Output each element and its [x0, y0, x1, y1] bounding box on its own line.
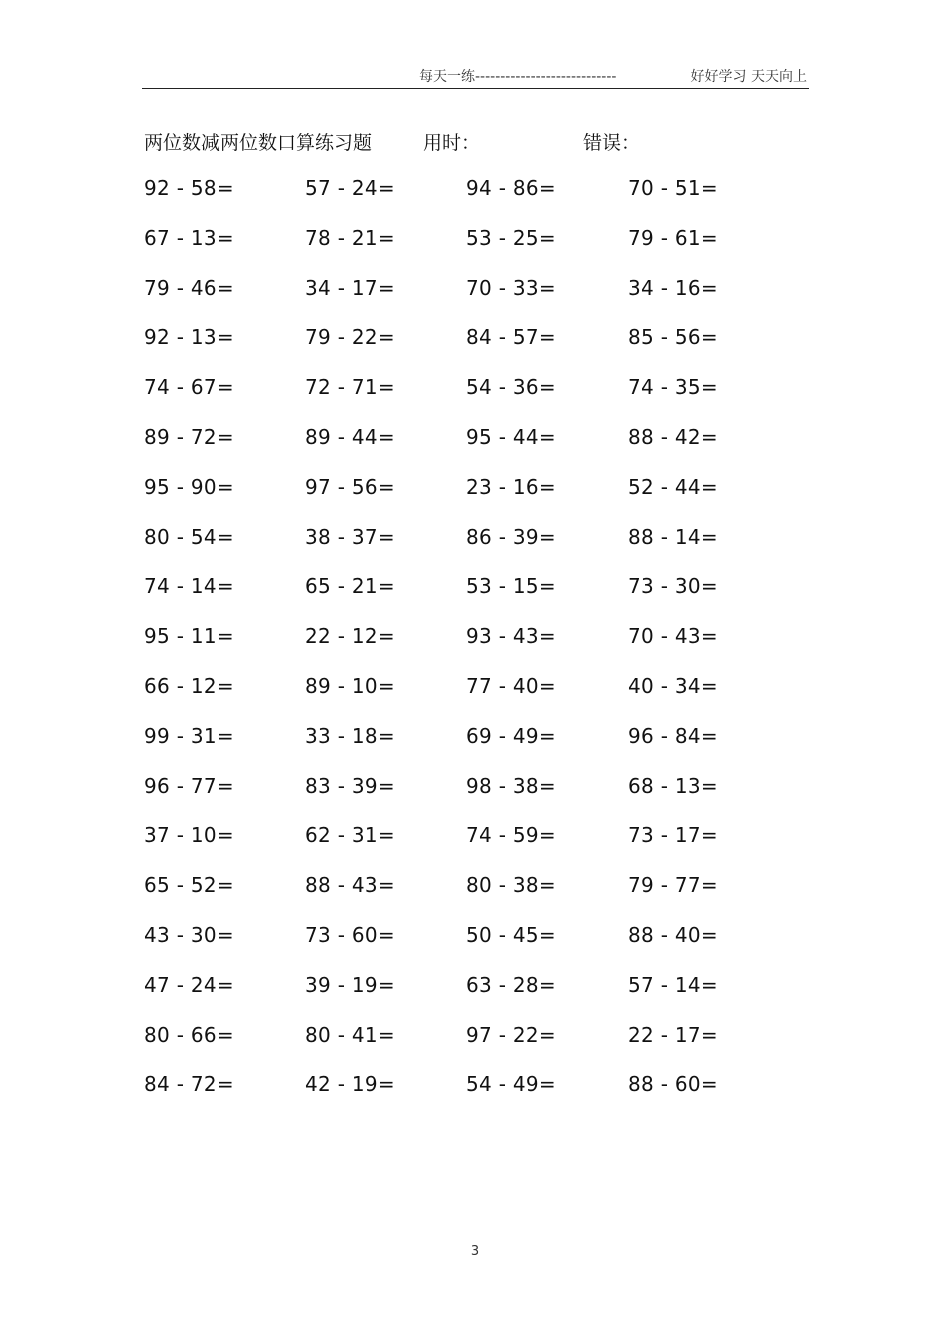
problem-item: 73 - 30=	[628, 574, 718, 599]
problem-row	[0, 226, 950, 276]
problem-row	[0, 973, 950, 1023]
problem-item: 94 - 86=	[466, 176, 556, 200]
problem-item: 79 - 61=	[628, 225, 718, 250]
problem-item: 70 - 43=	[628, 624, 718, 649]
problem-item: 73 - 60=	[305, 922, 395, 947]
problem-item: 92 - 58=	[144, 176, 234, 200]
problem-item: 66 - 12=	[144, 673, 234, 698]
problem-item: 89 - 10=	[305, 673, 395, 698]
worksheet-title: 两位数减两位数口算练习题	[144, 132, 373, 154]
problem-item: 84 - 72=	[144, 1072, 234, 1097]
problem-item: 80 - 66=	[144, 1022, 234, 1047]
problem-item: 95 - 90=	[144, 474, 234, 499]
problem-row	[0, 325, 950, 375]
problem-item: 96 - 77=	[144, 773, 234, 798]
problem-item: 88 - 43=	[305, 873, 395, 898]
problem-item: 57 - 14=	[628, 972, 718, 997]
problem-item: 89 - 44=	[305, 424, 395, 449]
problem-item: 74 - 14=	[144, 574, 234, 599]
problem-row	[0, 525, 950, 575]
problem-item: 89 - 72=	[144, 424, 234, 449]
problem-item: 73 - 17=	[628, 823, 718, 848]
problem-item: 72 - 71=	[305, 375, 395, 400]
problem-row	[0, 823, 950, 873]
errors-label: 错误：	[583, 132, 641, 154]
problem-item: 79 - 46=	[144, 275, 234, 300]
problem-item: 47 - 24=	[144, 972, 234, 997]
problem-row	[0, 774, 950, 824]
problem-item: 54 - 36=	[466, 375, 556, 400]
header-left-text: 每天一练----------------------------	[419, 69, 617, 85]
problem-grid	[0, 176, 950, 1122]
problem-item: 42 - 19=	[305, 1072, 395, 1097]
time-label: 用时：	[423, 132, 481, 154]
problem-item: 97 - 22=	[466, 1022, 556, 1047]
problem-item: 74 - 35=	[628, 375, 718, 400]
problem-item: 22 - 12=	[305, 624, 395, 649]
problem-row	[0, 624, 950, 674]
problem-item: 83 - 39=	[305, 773, 395, 798]
problem-item: 22 - 17=	[628, 1022, 718, 1047]
problem-item: 86 - 39=	[466, 524, 556, 549]
problem-item: 37 - 10=	[144, 823, 234, 848]
problem-item: 68 - 13=	[628, 773, 718, 798]
problem-item: 88 - 60=	[628, 1072, 718, 1097]
problem-item: 69 - 49=	[466, 723, 556, 748]
problem-item: 88 - 40=	[628, 922, 718, 947]
problem-row	[0, 674, 950, 724]
problem-item: 53 - 25=	[466, 225, 556, 250]
problem-item: 80 - 38=	[466, 873, 556, 898]
problem-item: 38 - 37=	[305, 524, 395, 549]
problem-row	[0, 176, 950, 226]
problem-item: 95 - 11=	[144, 624, 234, 649]
problem-item: 43 - 30=	[144, 922, 234, 947]
problem-item: 79 - 22=	[305, 325, 395, 350]
problem-item: 39 - 19=	[305, 972, 395, 997]
page-header	[142, 62, 809, 89]
problem-row	[0, 375, 950, 425]
problem-item: 34 - 16=	[628, 275, 718, 300]
problem-item: 92 - 13=	[144, 325, 234, 350]
problem-item: 77 - 40=	[466, 673, 556, 698]
problem-item: 74 - 59=	[466, 823, 556, 848]
page-number: 3	[470, 1244, 480, 1259]
problem-row	[0, 923, 950, 973]
problem-item: 54 - 49=	[466, 1072, 556, 1097]
problem-row	[0, 873, 950, 923]
problem-item: 65 - 52=	[144, 873, 234, 898]
problem-row	[0, 724, 950, 774]
problem-item: 97 - 56=	[305, 474, 395, 499]
problem-item: 98 - 38=	[466, 773, 556, 798]
problem-item: 63 - 28=	[466, 972, 556, 997]
problem-item: 53 - 15=	[466, 574, 556, 599]
problem-item: 88 - 14=	[628, 524, 718, 549]
problem-item: 70 - 33=	[466, 275, 556, 300]
problem-item: 84 - 57=	[466, 325, 556, 350]
problem-row	[0, 1023, 950, 1073]
problem-item: 99 - 31=	[144, 723, 234, 748]
problem-item: 95 - 44=	[466, 424, 556, 449]
problem-item: 57 - 24=	[305, 176, 395, 200]
problem-row	[0, 276, 950, 326]
problem-item: 88 - 42=	[628, 424, 718, 449]
problem-item: 70 - 51=	[628, 176, 718, 200]
problem-item: 79 - 77=	[628, 873, 718, 898]
problem-row	[0, 475, 950, 525]
problem-item: 78 - 21=	[305, 225, 395, 250]
problem-item: 34 - 17=	[305, 275, 395, 300]
problem-item: 33 - 18=	[305, 723, 395, 748]
problem-item: 50 - 45=	[466, 922, 556, 947]
header-right-text: 好好学习 天天向上	[690, 69, 807, 85]
problem-item: 96 - 84=	[628, 723, 718, 748]
problem-row	[0, 425, 950, 475]
problem-item: 80 - 54=	[144, 524, 234, 549]
problem-item: 23 - 16=	[466, 474, 556, 499]
problem-item: 67 - 13=	[144, 225, 234, 250]
problem-item: 52 - 44=	[628, 474, 718, 499]
problem-row	[0, 574, 950, 624]
problem-item: 62 - 31=	[305, 823, 395, 848]
problem-item: 80 - 41=	[305, 1022, 395, 1047]
problem-item: 65 - 21=	[305, 574, 395, 599]
problem-item: 40 - 34=	[628, 673, 718, 698]
problem-item: 74 - 67=	[144, 375, 234, 400]
problem-item: 93 - 43=	[466, 624, 556, 649]
problem-row	[0, 1072, 950, 1122]
problem-item: 85 - 56=	[628, 325, 718, 350]
worksheet-title-row	[0, 128, 950, 156]
